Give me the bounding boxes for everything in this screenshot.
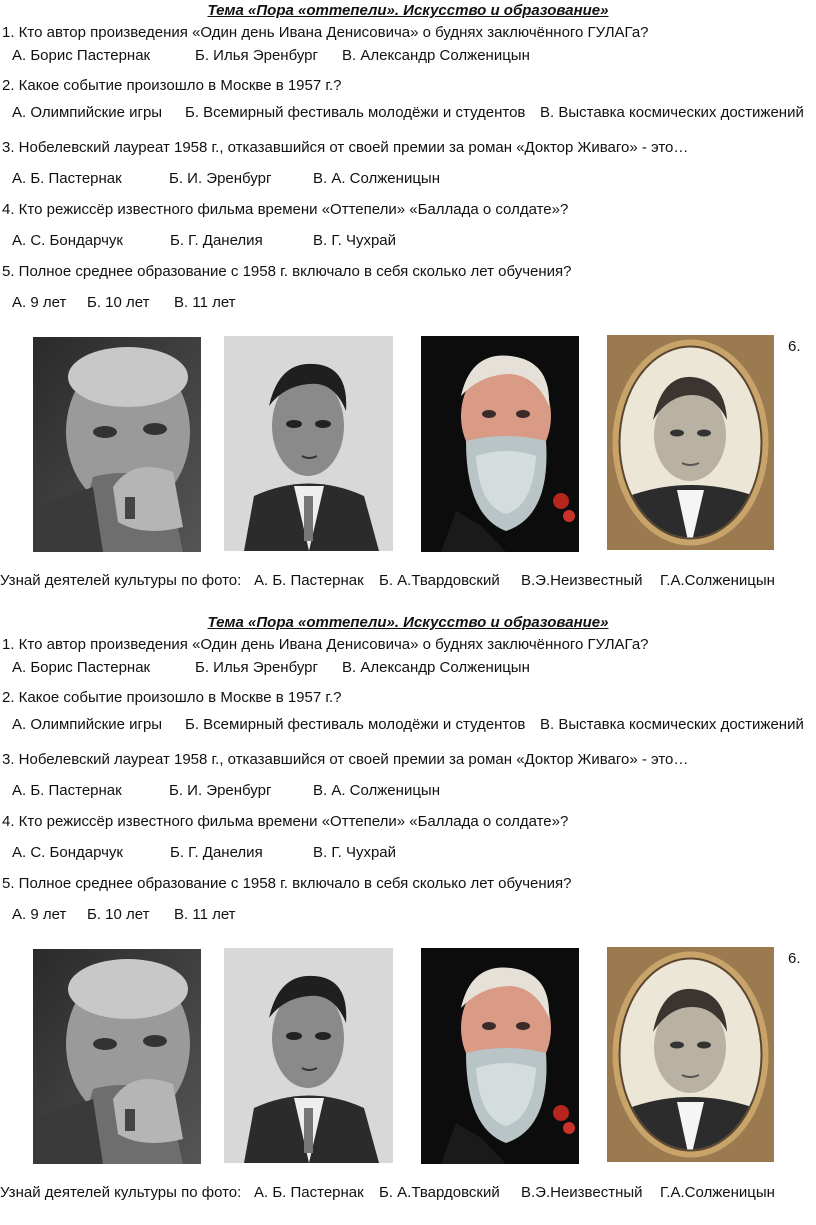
question-6-option-1: А. Б. Пастернак xyxy=(254,572,364,589)
question-1-text: 1. Кто автор произведения «Один день Ивана Денисовича» о буднях заключённого ГУЛАГа? xyxy=(2,636,649,653)
question-6-number: 6. xyxy=(788,338,801,355)
question-6-option-1: А. Б. Пастернак xyxy=(254,1184,364,1201)
question-1-option-2: Б. Илья Эренбург xyxy=(195,659,318,676)
question-4-text: 4. Кто режиссёр известного фильма времени «Оттепели» «Баллада о солдате»? xyxy=(2,813,569,830)
question-1-option-1: А. Борис Пастернак xyxy=(12,659,151,676)
question-5-text: 5. Полное среднее образование с 1958 г. включало в себя сколько лет обучения? xyxy=(2,875,572,892)
question-6-prompt: Узнай деятелей культуры по фото: xyxy=(0,1184,242,1201)
question-4-text: 4. Кто режиссёр известного фильма времени «Оттепели» «Баллада о солдате»? xyxy=(2,201,569,218)
photo-4 xyxy=(607,335,774,550)
question-4-option-1: А. С. Бондарчук xyxy=(12,232,123,249)
question-3-option-3: В. А. Солженицын xyxy=(313,782,440,799)
question-1-option-2: Б. Илья Эренбург xyxy=(195,47,318,64)
question-6-option-3: В.Э.Неизвестный xyxy=(521,1184,643,1201)
question-2-option-1: А. Олимпийские игры xyxy=(12,716,163,733)
question-4-option-3: В. Г. Чухрай xyxy=(313,232,397,249)
question-6-prompt: Узнай деятелей культуры по фото: xyxy=(0,572,242,589)
question-6-option-2: Б. А.Твардовский xyxy=(379,572,500,589)
photo-2 xyxy=(224,336,393,551)
question-6-option-3: В.Э.Неизвестный xyxy=(521,572,643,589)
question-2-text: 2. Какое событие произошло в Москве в 1957 г.? xyxy=(2,689,342,706)
question-1-text: 1. Кто автор произведения «Один день Ивана Денисовича» о буднях заключённого ГУЛАГа? xyxy=(2,24,649,41)
question-6-option-2: Б. А.Твардовский xyxy=(379,1184,500,1201)
question-4-option-2: Б. Г. Данелия xyxy=(170,232,263,249)
photo-3 xyxy=(421,336,579,552)
question-6-number: 6. xyxy=(788,950,801,967)
question-3-option-1: А. Б. Пастернак xyxy=(12,782,122,799)
question-1-option-3: В. Александр Солженицын xyxy=(342,659,530,676)
question-2-option-2: Б. Всемирный фестиваль молодёжи и студентов xyxy=(185,716,526,733)
question-3-text: 3. Нобелевский лауреат 1958 г., отказавшийся от своей премии за роман «Доктор Живаго» - это… xyxy=(2,751,689,768)
question-6-option-4: Г.А.Солженицын xyxy=(660,1184,775,1201)
question-1-option-3: В. Александр Солженицын xyxy=(342,47,530,64)
question-5-text: 5. Полное среднее образование с 1958 г. включало в себя сколько лет обучения? xyxy=(2,263,572,280)
question-3-option-1: А. Б. Пастернак xyxy=(12,170,122,187)
question-2-option-3: В. Выставка космических достижений xyxy=(540,104,804,121)
question-2-option-2: Б. Всемирный фестиваль молодёжи и студентов xyxy=(185,104,526,121)
question-3-option-2: Б. И. Эренбург xyxy=(169,170,272,187)
photo-4 xyxy=(607,947,774,1162)
question-4-option-2: Б. Г. Данелия xyxy=(170,844,263,861)
question-4-option-3: В. Г. Чухрай xyxy=(313,844,397,861)
question-2-text: 2. Какое событие произошло в Москве в 1957 г.? xyxy=(2,77,342,94)
question-5-option-1: А. 9 лет xyxy=(12,906,67,923)
worksheet-title: Тема «Пора «оттепели». Искусство и образование» xyxy=(207,614,609,631)
photo-1 xyxy=(33,337,201,552)
question-3-option-3: В. А. Солженицын xyxy=(313,170,440,187)
question-6-option-4: Г.А.Солженицын xyxy=(660,572,775,589)
photo-3 xyxy=(421,948,579,1164)
question-5-option-1: А. 9 лет xyxy=(12,294,67,311)
question-4-option-1: А. С. Бондарчук xyxy=(12,844,123,861)
worksheet-title: Тема «Пора «оттепели». Искусство и образование» xyxy=(207,2,609,19)
question-5-option-2: Б. 10 лет xyxy=(87,294,150,311)
question-3-text: 3. Нобелевский лауреат 1958 г., отказавшийся от своей премии за роман «Доктор Живаго» - это… xyxy=(2,139,689,156)
question-3-option-2: Б. И. Эренбург xyxy=(169,782,272,799)
photo-2 xyxy=(224,948,393,1163)
question-1-option-1: А. Борис Пастернак xyxy=(12,47,151,64)
worksheet-2 xyxy=(0,612,816,1224)
photo-1 xyxy=(33,949,201,1164)
worksheet-1 xyxy=(0,0,816,612)
question-5-option-3: В. 11 лет xyxy=(174,906,236,923)
question-5-option-3: В. 11 лет xyxy=(174,294,236,311)
question-2-option-3: В. Выставка космических достижений xyxy=(540,716,804,733)
question-2-option-1: А. Олимпийские игры xyxy=(12,104,163,121)
question-5-option-2: Б. 10 лет xyxy=(87,906,150,923)
